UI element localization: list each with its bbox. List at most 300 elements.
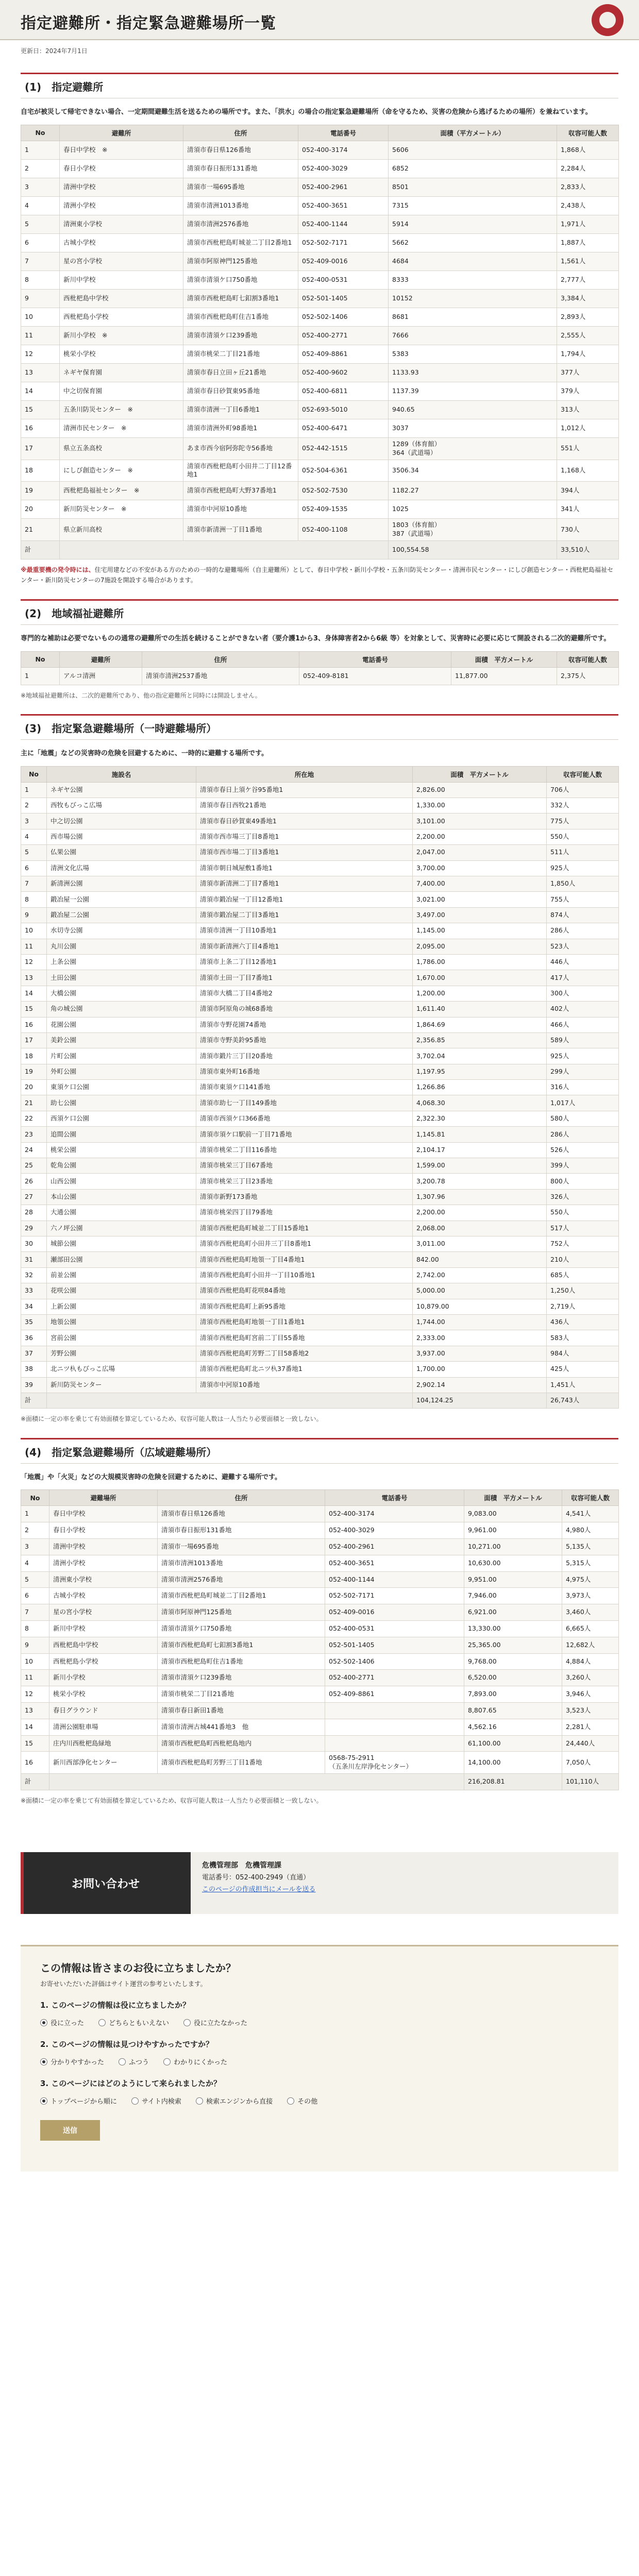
table-cell: 新川小学校 ※ [60,326,183,345]
email-contact-link[interactable]: このページの作成担当にメールを送る [202,1885,316,1893]
table-cell: 3,260人 [562,1670,619,1686]
table-cell: 清洲東小学校 [49,1571,158,1588]
table-cell: 清須市春日上須ケ谷95番地1 [196,782,413,798]
table-cell: 20 [21,1080,47,1095]
table-row [21,178,619,196]
table-cell: 西枇杷島小学校 [49,1653,158,1670]
table-cell: 2,833人 [557,178,619,196]
table-cell: 6,665人 [562,1621,619,1637]
table-cell: 052-400-3651 [325,1555,464,1571]
table-cell: 県立新川高校 [60,519,183,541]
section-heading-temporary: (3) 指定緊急避難場所（一時避難場所） [21,714,618,740]
table-cell: 2,893人 [557,308,619,326]
column-header: No [21,766,47,782]
table-cell: 052-504-6361 [298,460,389,482]
table-cell: 1 [21,667,60,685]
table-cell: 9,961.00 [464,1522,562,1539]
table-cell: 清須市一場695番地 [158,1539,325,1555]
radio-icon[interactable] [40,2097,47,2105]
survey-question-3: 3. このページにはどのようにして来られましたか？ [40,2079,222,2089]
table-cell: 14 [21,986,47,1001]
table-cell: 8 [21,892,47,907]
table-cell: 7,050人 [562,1752,619,1774]
table-cell [325,1735,464,1752]
table-row [21,845,619,860]
column-header: 収容可能人数 [562,1490,619,1506]
table-cell: 8333 [389,270,557,289]
table-cell: 20 [21,500,60,519]
table-cell: 清須市桃栄二丁目21番地 [183,345,298,363]
feedback-survey [21,1945,618,2172]
table-cell: 523人 [547,939,619,954]
table-cell: 清須市助七一丁目149番地 [196,1095,413,1111]
table-cell: 23 [21,1127,47,1142]
radio-icon[interactable] [131,2097,139,2105]
table-cell: 18 [21,460,60,482]
table-cell: 425人 [547,1362,619,1377]
city-emblem-icon [592,4,624,36]
table-cell: 花咲公園 [47,1283,196,1299]
table-cell: 052-400-2771 [325,1670,464,1686]
table-row [21,1283,619,1299]
table-cell: 1,700.00 [413,1362,547,1377]
table-cell: 341人 [557,500,619,519]
table-cell: 清須市西枇杷島町北ニツ杁37番地1 [196,1362,413,1377]
table-cell: 助七公園 [47,1095,196,1111]
wide-area-note: ※面積に一定の率を乗じて有効面積を算定しているため、収容可能人数は一人当たり必要面積と一致しない。 [21,1797,323,1804]
table-cell: 1,868人 [557,141,619,159]
table-cell: 清須市西枇杷島町宮前二丁目55番地 [196,1330,413,1346]
table-cell: 6 [21,860,47,876]
q1-option-useful[interactable]: 役に立った [40,2018,84,2027]
table-cell: 052-409-1535 [298,500,389,519]
table-cell: 775人 [547,814,619,829]
table-cell: 新清洲公園 [47,876,196,892]
table-cell: 1182.27 [389,482,557,500]
table-cell: 5 [21,215,60,233]
table-cell: 鍛冶屋二公園 [47,907,196,923]
table-cell: 25,365.00 [464,1637,562,1653]
table-cell: 1,611.40 [413,1002,547,1017]
table-cell: 28 [21,1205,47,1221]
table-cell: 5383 [389,345,557,363]
table-cell: 新川小学校 [49,1670,158,1686]
table-cell: 14 [21,382,60,400]
table-cell: 940.65 [389,400,557,419]
table-row [21,876,619,892]
q1-option-neutral[interactable]: どちらともいえない [98,2018,169,2027]
radio-icon[interactable] [183,2019,191,2026]
table-cell: 1025 [389,500,557,519]
table-row [21,1571,619,1588]
total-label: 計 [21,1393,47,1408]
table-cell: 芳野公園 [47,1346,196,1361]
table-cell: 2,047.00 [413,845,547,860]
table-cell: 25 [21,1158,47,1174]
wide-area-table [21,1489,619,1790]
department-name: 危機管理部 危機管理課 [202,1861,281,1870]
table-cell: 清須市桃栄四丁目79番地 [196,1205,413,1221]
question-1-options [40,2018,599,2027]
table-row [21,308,619,326]
table-cell: 清須市清須ケ口239番地 [158,1670,325,1686]
table-row [21,798,619,814]
table-cell: 3,497.00 [413,907,547,923]
table-cell: 316人 [547,1080,619,1095]
table-cell: 052-400-3174 [325,1506,464,1522]
table-cell: 清須市桃栄二丁目116番地 [196,1142,413,1158]
table-cell: 2,095.00 [413,939,547,954]
table-cell: 清須市西枇杷島町城並二丁目15番地1 [196,1221,413,1236]
q3-option-top-page[interactable]: トップページから順に [40,2096,117,2106]
table-cell: 9 [21,1637,49,1653]
table-cell: 3,702.04 [413,1048,547,1064]
table-cell: 西枇杷島中学校 [60,289,183,308]
table-cell: 052-400-3029 [325,1522,464,1539]
table-cell: 西市場公園 [47,829,196,844]
table-row [21,1048,619,1064]
table-cell: 五条川防災センター ※ [60,400,183,419]
table-cell: 21 [21,1095,47,1111]
radio-icon[interactable] [98,2019,106,2026]
table-cell: 清須市新清洲六丁目4番地1 [196,939,413,954]
table-cell: 436人 [547,1314,619,1330]
table-row [21,1017,619,1032]
table-cell: 13 [21,970,47,986]
table-row [21,1686,619,1703]
table-cell: 2,281人 [562,1719,619,1735]
table-row [21,829,619,844]
table-cell: 16 [21,419,60,437]
total-row [21,1774,619,1790]
table-cell: 052-693-5010 [298,400,389,419]
table-cell: 古城小学校 [49,1588,158,1604]
table-cell: 052-400-0531 [325,1621,464,1637]
table-cell: 清須市鍛冶屋二丁目3番地1 [196,907,413,923]
table-row [21,289,619,308]
section-heading-welfare: (2) 地域福祉避難所 [21,599,618,625]
table-cell: 清須市清洲一丁目10番地1 [196,923,413,939]
table-cell: 西須ケ口公園 [47,1111,196,1126]
table-cell: 984人 [547,1346,619,1361]
table-cell: 33 [21,1283,47,1299]
table-cell: 清須市鍛冶屋一丁目12番地1 [196,892,413,907]
table-cell: 清洲中学校 [60,178,183,196]
table-cell: 清須市春日振形131番地 [158,1522,325,1539]
table-cell: 清須市桃栄三丁目23番地 [196,1174,413,1189]
table-cell: 清須市中河原10番地 [183,500,298,519]
table-row [21,326,619,345]
table-cell: 4 [21,1555,49,1571]
table-cell: 052-400-3651 [298,196,389,215]
table-cell: 1,850人 [547,876,619,892]
table-row [21,270,619,289]
table-cell: 685人 [547,1267,619,1283]
table-cell: 052-400-6811 [298,382,389,400]
table-cell: 清須市春日立田ヶ丘21番地 [183,363,298,382]
table-cell: 清須市須ケ口駅前一丁目71番地 [196,1127,413,1142]
table-cell: 花園公園 [47,1017,196,1032]
radio-icon[interactable] [287,2097,294,2105]
table-cell: 550人 [547,1205,619,1221]
table-cell: 27 [21,1189,47,1205]
column-header: No [21,651,60,667]
table-cell: 清須市寺野美鈴95番地 [196,1032,413,1048]
table-cell: 2 [21,159,60,178]
table-cell: 9,768.00 [464,1653,562,1670]
table-cell: 2,104.17 [413,1142,547,1158]
table-cell: 8 [21,270,60,289]
total-area: 216,208.81 [464,1774,562,1790]
table-cell: 清須市西枇杷島町七釦割3番地1 [158,1637,325,1653]
table-cell: 2,826.00 [413,782,547,798]
table-cell: 西枇杷島小学校 [60,308,183,326]
table-row [21,382,619,400]
table-cell: 8 [21,1621,49,1637]
table-cell: 7315 [389,196,557,215]
table-cell: 清須市春日新田1番地 [158,1703,325,1719]
table-cell: 春日中学校 [49,1506,158,1522]
table-cell: 052-502-1406 [298,308,389,326]
table-cell: 15 [21,1002,47,1017]
table-cell: 052-400-0531 [298,270,389,289]
table-cell: 12 [21,1686,49,1703]
table-cell: 清須市東外町16番地 [196,1064,413,1079]
table-cell: 県立五条高校 [60,437,183,460]
table-cell: 14,100.00 [464,1752,562,1774]
table-cell: 377人 [557,363,619,382]
total-people: 33,510人 [557,541,619,560]
table-cell: 17 [21,437,60,460]
column-header: 電話番号 [298,125,389,141]
table-cell: にしび創造センター ※ [60,460,183,482]
table-cell: 5 [21,1571,49,1588]
table-cell: 清須市西市場二丁目3番地1 [196,845,413,860]
table-cell: 外町公園 [47,1064,196,1079]
table-cell: 052-400-1108 [298,519,389,541]
table-row [21,1002,619,1017]
table-cell: 4 [21,829,47,844]
table-cell: 清須市西枇杷島町花咲84番地 [196,1283,413,1299]
table-cell: 清須市清須ケ口750番地 [183,270,298,289]
table-cell: 大通公園 [47,1205,196,1221]
table-cell: 北ニツ杁もびっこ広場 [47,1362,196,1377]
table-cell: 3,937.00 [413,1346,547,1361]
table-cell: 片町公園 [47,1048,196,1064]
table-cell: 5,135人 [562,1539,619,1555]
table-cell: 052-400-6471 [298,419,389,437]
table-cell: 3,021.00 [413,892,547,907]
table-row [21,233,619,252]
table-cell: 052-400-3029 [298,159,389,178]
table-row [21,1080,619,1095]
table-cell: 2,200.00 [413,829,547,844]
table-cell: 417人 [547,970,619,986]
table-cell: 299人 [547,1064,619,1079]
table-cell: 24 [21,1142,47,1158]
table-row [21,667,619,685]
q3-option-site-search[interactable]: サイト内検索 [131,2096,181,2106]
table-cell: 清洲小学校 [49,1555,158,1571]
survey-title: この情報は皆さまのお役に立ちましたか？ [40,1962,236,1975]
table-cell: 清須市清洲古城441番地3 他 [158,1719,325,1735]
table-cell: 10 [21,308,60,326]
table-cell: 清須市西枇杷島町城並二丁目2番地1 [183,233,298,252]
table-cell: 清須市清洲1013番地 [158,1555,325,1571]
table-row [21,1522,619,1539]
table-cell: 526人 [547,1142,619,1158]
table-cell: 1,971人 [557,215,619,233]
radio-icon[interactable] [40,2019,47,2026]
table-cell: 399人 [547,1158,619,1174]
submit-button[interactable]: 送信 [40,2120,100,2141]
table-cell: 752人 [547,1236,619,1252]
table-cell: 6 [21,233,60,252]
table-row [21,363,619,382]
table-cell: 7,893.00 [464,1686,562,1703]
q2-option-hard[interactable]: わかりにくかった [163,2057,227,2066]
table-cell: 38 [21,1362,47,1377]
table-cell: 鍛冶屋一公園 [47,892,196,907]
q3-option-other[interactable]: その他 [287,2096,317,2106]
table-cell: 10152 [389,289,557,308]
table-row [21,460,619,482]
table-cell: 4684 [389,252,557,270]
table-cell: 4,562.16 [464,1719,562,1735]
contact-box [21,1852,618,1914]
table-cell: アルコ清洲 [60,667,142,685]
table-cell: 中之切公園 [47,814,196,829]
table-cell: 9,951.00 [464,1571,562,1588]
table-cell: 新川中学校 [60,270,183,289]
survey-question-1: 1. このページの情報は役に立ちましたか？ [40,2001,191,2010]
question-2-options [40,2057,599,2066]
table-row [21,1670,619,1686]
table-cell: 300人 [547,986,619,1001]
q2-option-easy[interactable]: 分かりやすかった [40,2057,104,2066]
table-cell: 4,541人 [562,1506,619,1522]
table-cell: 6852 [389,159,557,178]
table-cell: 7,400.00 [413,876,547,892]
table-cell: 3 [21,178,60,196]
table-cell: 1 [21,141,60,159]
column-header: 所在地 [196,766,413,782]
radio-icon[interactable] [163,2058,171,2065]
table-cell: 466人 [547,1017,619,1032]
table-cell: 286人 [547,923,619,939]
table-row [21,986,619,1001]
shelter-note: ※最重要機の発令時には、住宅用建などの不安がある方のための一時的な避難場所（自主避難所）として、春日中学校・新川小学校・五条川防災センター・清洲市民センター・にしび創造センター・西枇杷島福祉センター・新川防災センターの7施設を開設する場合があります。 [21,566,613,584]
column-header: 避難場所 [49,1490,158,1506]
table-row [21,1719,619,1735]
table-cell: 052-400-2961 [325,1539,464,1555]
q1-option-not-useful[interactable]: 役に立たなかった [183,2018,247,2027]
table-cell: 2,777人 [557,270,619,289]
section-intro: 専門的な補助は必要でないものの通常の避難所での生活を続けることができない者（要介護1から3、身体障害者2から6級 等）を対象として、災害時に必要に応じて開設される二次的避難所です。 [21,634,611,642]
table-row [21,1604,619,1621]
table-cell: 丸川公園 [47,939,196,954]
table-row [21,1174,619,1189]
q2-option-normal[interactable]: ふつう [119,2057,149,2066]
table-cell: 6,921.00 [464,1604,562,1621]
table-cell: 706人 [547,782,619,798]
table-cell: 六ノ坪公園 [47,1221,196,1236]
q3-option-search-engine[interactable]: 検索エンジンから直接 [196,2096,273,2106]
radio-icon[interactable] [40,2058,47,2065]
radio-icon[interactable] [119,2058,126,2065]
table-cell: 1,012人 [557,419,619,437]
table-cell: 34 [21,1299,47,1314]
table-row [21,954,619,970]
table-cell: 925人 [547,1048,619,1064]
table-cell: 2,068.00 [413,1221,547,1236]
column-header: No [21,1490,49,1506]
column-header: 電話番号 [325,1490,464,1506]
table-cell: 210人 [547,1252,619,1267]
table-cell: 春日小学校 [49,1522,158,1539]
table-cell: 052-400-2961 [298,178,389,196]
table-cell: 1,145.00 [413,923,547,939]
table-cell: 桃栄小学校 [49,1686,158,1703]
table-cell: 清須市清洲2576番地 [183,215,298,233]
table-cell: 052-409-8861 [298,345,389,363]
table-row [21,196,619,215]
table-cell: 乾角公園 [47,1158,196,1174]
table-cell: 16 [21,1752,49,1774]
table-row [21,1032,619,1048]
table-cell: 清須市西枇杷島町住吉1番地 [158,1653,325,1670]
table-cell: 角の城公園 [47,1002,196,1017]
total-area: 100,554.58 [389,541,557,560]
phone-number: 電話番号：052-400-2949（直通） [202,1873,310,1882]
total-row [21,541,619,560]
table-cell: 7 [21,876,47,892]
table-cell: 16 [21,1017,47,1032]
table-cell: 清洲公園駐車場 [49,1719,158,1735]
table-cell: 清須市春日西牧21番地 [196,798,413,814]
table-row [21,437,619,460]
table-cell: 12 [21,954,47,970]
table-cell: 800人 [547,1174,619,1189]
total-people: 101,110人 [562,1774,619,1790]
table-cell: 9 [21,907,47,923]
table-cell: 清須市大橋二丁目4番地2 [196,986,413,1001]
column-header: 避難所 [60,125,183,141]
radio-icon[interactable] [196,2097,203,2105]
table-row [21,141,619,159]
table-row [21,939,619,954]
table-row [21,500,619,519]
table-row [21,1362,619,1377]
table-cell: 550人 [547,829,619,844]
table-cell: 18 [21,1048,47,1064]
table-row [21,400,619,419]
table-cell: 7,946.00 [464,1588,562,1604]
table-cell: 1,670.00 [413,970,547,986]
table-cell: 551人 [557,437,619,460]
table-row [21,814,619,829]
table-cell: 清須市阿原角の城68番地 [196,1002,413,1017]
welfare-table [21,651,619,685]
table-cell: 1289（体育館） 364（武道場） [389,437,557,460]
column-header: 収容可能人数 [547,766,619,782]
table-cell: あま市西今宿阿弥陀寺56番地 [183,437,298,460]
table-cell: 7666 [389,326,557,345]
table-cell: 清須市清洲外町98番地1 [183,419,298,437]
table-cell: 2 [21,1522,49,1539]
temporary-table [21,766,619,1409]
table-cell: 清須市西枇杷島町小田井三丁目8番地1 [196,1236,413,1252]
